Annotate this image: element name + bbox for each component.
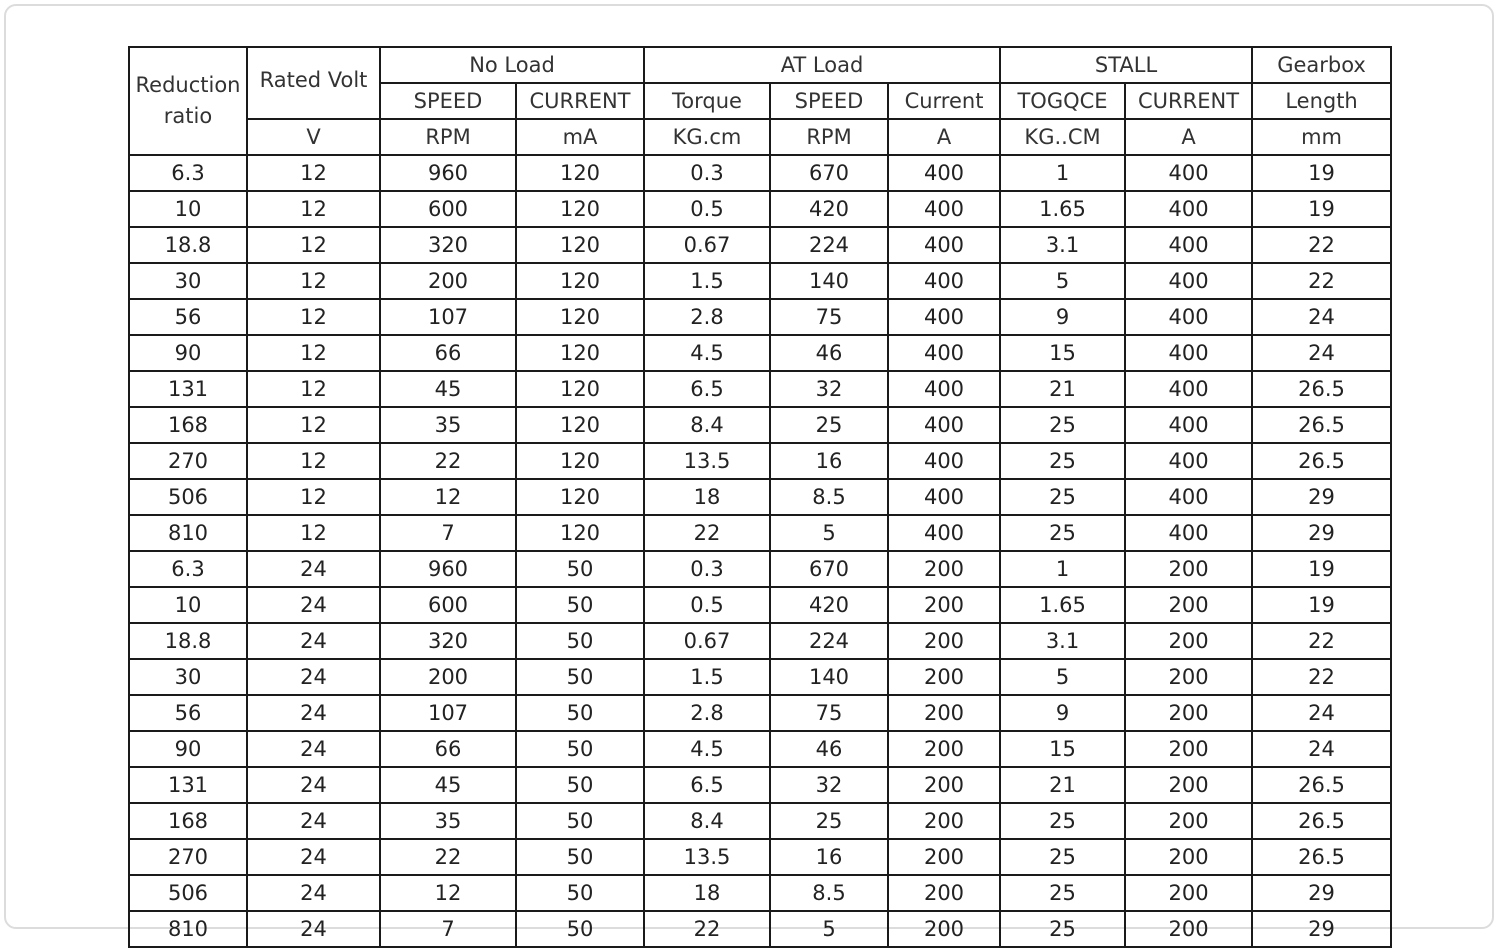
cell-reduction-ratio: 56: [129, 299, 247, 335]
cell-no-load-speed: 66: [380, 731, 516, 767]
cell-rated-volt: 12: [247, 299, 380, 335]
cell-at-load-torque: 18: [644, 875, 770, 911]
cell-stall-torque: 25: [1000, 875, 1125, 911]
cell-at-load-torque: 0.3: [644, 551, 770, 587]
cell-stall-current: 400: [1125, 371, 1252, 407]
cell-at-load-torque: 2.8: [644, 695, 770, 731]
cell-rated-volt: 12: [247, 227, 380, 263]
cell-at-load-speed: 75: [770, 695, 888, 731]
cell-stall-torque: 3.1: [1000, 623, 1125, 659]
cell-rated-volt: 12: [247, 479, 380, 515]
cell-at-load-current: 200: [888, 767, 1000, 803]
cell-at-load-current: 200: [888, 803, 1000, 839]
cell-rated-volt: 12: [247, 371, 380, 407]
cell-at-load-current: 400: [888, 155, 1000, 191]
header-no-load-speed: SPEED: [380, 83, 516, 119]
cell-at-load-torque: 4.5: [644, 731, 770, 767]
cell-at-load-torque: 8.4: [644, 803, 770, 839]
cell-no-load-current: 120: [516, 335, 644, 371]
cell-reduction-ratio: 168: [129, 803, 247, 839]
cell-reduction-ratio: 10: [129, 191, 247, 227]
cell-no-load-current: 120: [516, 263, 644, 299]
header-gearbox-length: Length: [1252, 83, 1391, 119]
cell-no-load-current: 50: [516, 731, 644, 767]
cell-rated-volt: 24: [247, 767, 380, 803]
cell-stall-current: 200: [1125, 767, 1252, 803]
cell-reduction-ratio: 131: [129, 371, 247, 407]
cell-at-load-current: 200: [888, 659, 1000, 695]
cell-no-load-speed: 107: [380, 695, 516, 731]
cell-rated-volt: 12: [247, 155, 380, 191]
cell-reduction-ratio: 810: [129, 515, 247, 551]
cell-at-load-torque: 1.5: [644, 659, 770, 695]
cell-gearbox-length: 22: [1252, 659, 1391, 695]
cell-reduction-ratio: 6.3: [129, 155, 247, 191]
cell-at-load-speed: 224: [770, 623, 888, 659]
table-row: [129, 335, 1391, 371]
cell-reduction-ratio: 270: [129, 839, 247, 875]
table-row: [129, 479, 1391, 515]
cell-stall-current: 200: [1125, 731, 1252, 767]
cell-at-load-current: 200: [888, 695, 1000, 731]
cell-no-load-current: 50: [516, 803, 644, 839]
table-row: [129, 839, 1391, 875]
cell-stall-torque: 5: [1000, 263, 1125, 299]
cell-stall-current: 200: [1125, 551, 1252, 587]
cell-gearbox-length: 24: [1252, 335, 1391, 371]
table-row: [129, 299, 1391, 335]
unit-stall-torque: KG..CM: [1000, 119, 1125, 155]
cell-stall-current: 400: [1125, 407, 1252, 443]
cell-stall-current: 400: [1125, 155, 1252, 191]
cell-at-load-current: 400: [888, 371, 1000, 407]
cell-stall-current: 200: [1125, 875, 1252, 911]
cell-no-load-speed: 22: [380, 839, 516, 875]
header-reduction-ratio: Reduction ratio: [129, 47, 247, 155]
cell-stall-current: 200: [1125, 839, 1252, 875]
table-row: [129, 587, 1391, 623]
table-row: [129, 263, 1391, 299]
cell-at-load-current: 400: [888, 191, 1000, 227]
cell-gearbox-length: 29: [1252, 479, 1391, 515]
cell-stall-torque: 21: [1000, 371, 1125, 407]
cell-at-load-speed: 8.5: [770, 479, 888, 515]
cell-at-load-current: 400: [888, 407, 1000, 443]
cell-gearbox-length: 26.5: [1252, 407, 1391, 443]
cell-gearbox-length: 26.5: [1252, 803, 1391, 839]
cell-gearbox-length: 19: [1252, 587, 1391, 623]
cell-no-load-current: 50: [516, 911, 644, 947]
cell-stall-current: 200: [1125, 695, 1252, 731]
cell-no-load-speed: 35: [380, 407, 516, 443]
cell-at-load-speed: 670: [770, 155, 888, 191]
unit-at-load-torque: KG.cm: [644, 119, 770, 155]
table-row: [129, 407, 1391, 443]
cell-no-load-speed: 12: [380, 479, 516, 515]
cell-at-load-speed: 16: [770, 839, 888, 875]
cell-stall-current: 200: [1125, 911, 1252, 947]
cell-rated-volt: 12: [247, 263, 380, 299]
cell-stall-torque: 9: [1000, 695, 1125, 731]
cell-stall-torque: 21: [1000, 767, 1125, 803]
table-header: [129, 47, 1391, 155]
cell-no-load-speed: 107: [380, 299, 516, 335]
cell-reduction-ratio: 506: [129, 479, 247, 515]
cell-no-load-current: 50: [516, 551, 644, 587]
cell-stall-torque: 25: [1000, 515, 1125, 551]
cell-reduction-ratio: 131: [129, 767, 247, 803]
cell-no-load-speed: 22: [380, 443, 516, 479]
cell-at-load-current: 200: [888, 911, 1000, 947]
cell-gearbox-length: 29: [1252, 875, 1391, 911]
cell-stall-current: 400: [1125, 299, 1252, 335]
cell-gearbox-length: 22: [1252, 263, 1391, 299]
cell-gearbox-length: 26.5: [1252, 767, 1391, 803]
unit-rated-volt: V: [247, 119, 380, 155]
cell-no-load-current: 120: [516, 155, 644, 191]
cell-stall-current: 400: [1125, 515, 1252, 551]
cell-at-load-speed: 5: [770, 911, 888, 947]
cell-no-load-current: 120: [516, 443, 644, 479]
cell-no-load-speed: 960: [380, 155, 516, 191]
cell-no-load-current: 50: [516, 659, 644, 695]
cell-at-load-speed: 32: [770, 767, 888, 803]
cell-at-load-speed: 5: [770, 515, 888, 551]
cell-stall-torque: 5: [1000, 659, 1125, 695]
cell-at-load-torque: 18: [644, 479, 770, 515]
cell-reduction-ratio: 90: [129, 335, 247, 371]
header-stall: STALL: [1000, 47, 1252, 83]
cell-at-load-current: 200: [888, 875, 1000, 911]
cell-reduction-ratio: 10: [129, 587, 247, 623]
table-row: [129, 803, 1391, 839]
cell-no-load-speed: 66: [380, 335, 516, 371]
cell-at-load-current: 400: [888, 335, 1000, 371]
cell-stall-current: 400: [1125, 191, 1252, 227]
document-frame: [4, 4, 1494, 941]
cell-stall-current: 200: [1125, 659, 1252, 695]
cell-at-load-current: 400: [888, 443, 1000, 479]
cell-gearbox-length: 19: [1252, 155, 1391, 191]
cell-no-load-speed: 45: [380, 767, 516, 803]
cell-stall-current: 400: [1125, 263, 1252, 299]
cell-at-load-current: 200: [888, 623, 1000, 659]
cell-rated-volt: 12: [247, 515, 380, 551]
header-at-load: AT Load: [644, 47, 1000, 83]
cell-gearbox-length: 29: [1252, 911, 1391, 947]
cell-at-load-torque: 4.5: [644, 335, 770, 371]
cell-at-load-current: 200: [888, 731, 1000, 767]
cell-at-load-current: 200: [888, 587, 1000, 623]
cell-rated-volt: 24: [247, 911, 380, 947]
cell-rated-volt: 12: [247, 407, 380, 443]
cell-stall-torque: 9: [1000, 299, 1125, 335]
cell-gearbox-length: 26.5: [1252, 371, 1391, 407]
cell-at-load-speed: 16: [770, 443, 888, 479]
cell-at-load-torque: 1.5: [644, 263, 770, 299]
cell-rated-volt: 24: [247, 659, 380, 695]
table-row: [129, 659, 1391, 695]
header-no-load-current: CURRENT: [516, 83, 644, 119]
cell-no-load-speed: 35: [380, 803, 516, 839]
cell-stall-current: 200: [1125, 623, 1252, 659]
cell-no-load-current: 50: [516, 623, 644, 659]
cell-reduction-ratio: 18.8: [129, 227, 247, 263]
cell-gearbox-length: 26.5: [1252, 839, 1391, 875]
cell-no-load-speed: 200: [380, 263, 516, 299]
header-rated-volt: Rated Volt: [247, 47, 380, 119]
cell-no-load-current: 50: [516, 839, 644, 875]
cell-at-load-torque: 2.8: [644, 299, 770, 335]
cell-rated-volt: 24: [247, 839, 380, 875]
cell-reduction-ratio: 810: [129, 911, 247, 947]
cell-rated-volt: 24: [247, 623, 380, 659]
cell-reduction-ratio: 30: [129, 263, 247, 299]
table-row: [129, 875, 1391, 911]
cell-at-load-current: 400: [888, 515, 1000, 551]
cell-rated-volt: 24: [247, 695, 380, 731]
cell-at-load-speed: 32: [770, 371, 888, 407]
cell-at-load-torque: 13.5: [644, 443, 770, 479]
cell-gearbox-length: 24: [1252, 299, 1391, 335]
cell-stall-torque: 1: [1000, 155, 1125, 191]
cell-rated-volt: 24: [247, 803, 380, 839]
unit-stall-current: A: [1125, 119, 1252, 155]
cell-gearbox-length: 19: [1252, 191, 1391, 227]
cell-reduction-ratio: 270: [129, 443, 247, 479]
cell-gearbox-length: 22: [1252, 227, 1391, 263]
cell-no-load-speed: 12: [380, 875, 516, 911]
table-row: [129, 191, 1391, 227]
cell-stall-torque: 25: [1000, 803, 1125, 839]
cell-rated-volt: 24: [247, 587, 380, 623]
cell-gearbox-length: 24: [1252, 731, 1391, 767]
cell-stall-torque: 1.65: [1000, 191, 1125, 227]
cell-no-load-speed: 600: [380, 191, 516, 227]
cell-gearbox-length: 22: [1252, 623, 1391, 659]
cell-at-load-speed: 46: [770, 335, 888, 371]
table-row: [129, 767, 1391, 803]
cell-stall-torque: 15: [1000, 731, 1125, 767]
cell-reduction-ratio: 90: [129, 731, 247, 767]
cell-at-load-torque: 22: [644, 515, 770, 551]
header-stall-torque: TOGQCE: [1000, 83, 1125, 119]
cell-no-load-speed: 45: [380, 371, 516, 407]
header-at-load-torque: Torque: [644, 83, 770, 119]
cell-stall-current: 400: [1125, 335, 1252, 371]
unit-no-load-current: mA: [516, 119, 644, 155]
cell-stall-torque: 3.1: [1000, 227, 1125, 263]
cell-stall-current: 400: [1125, 227, 1252, 263]
header-at-load-current: Current: [888, 83, 1000, 119]
cell-no-load-current: 120: [516, 479, 644, 515]
table-row: [129, 551, 1391, 587]
cell-at-load-current: 400: [888, 479, 1000, 515]
cell-stall-torque: 25: [1000, 407, 1125, 443]
header-stall-current: CURRENT: [1125, 83, 1252, 119]
cell-gearbox-length: 19: [1252, 551, 1391, 587]
unit-at-load-current: A: [888, 119, 1000, 155]
table-row: [129, 227, 1391, 263]
cell-reduction-ratio: 18.8: [129, 623, 247, 659]
cell-stall-torque: 25: [1000, 839, 1125, 875]
cell-no-load-current: 120: [516, 227, 644, 263]
table-row: [129, 695, 1391, 731]
cell-at-load-torque: 0.67: [644, 227, 770, 263]
cell-at-load-speed: 670: [770, 551, 888, 587]
cell-no-load-speed: 600: [380, 587, 516, 623]
cell-gearbox-length: 29: [1252, 515, 1391, 551]
cell-at-load-speed: 224: [770, 227, 888, 263]
unit-gearbox-length: mm: [1252, 119, 1391, 155]
cell-at-load-speed: 420: [770, 587, 888, 623]
cell-at-load-speed: 25: [770, 803, 888, 839]
cell-no-load-speed: 320: [380, 623, 516, 659]
cell-reduction-ratio: 506: [129, 875, 247, 911]
cell-no-load-speed: 7: [380, 515, 516, 551]
cell-at-load-speed: 420: [770, 191, 888, 227]
cell-at-load-torque: 0.5: [644, 587, 770, 623]
cell-at-load-speed: 25: [770, 407, 888, 443]
table-row: [129, 155, 1391, 191]
cell-gearbox-length: 26.5: [1252, 443, 1391, 479]
header-gearbox: Gearbox: [1252, 47, 1391, 83]
cell-at-load-speed: 46: [770, 731, 888, 767]
table-body: [129, 155, 1391, 947]
table-row: [129, 623, 1391, 659]
motor-spec-table: [128, 46, 1392, 948]
cell-no-load-current: 120: [516, 191, 644, 227]
table-row: [129, 731, 1391, 767]
cell-reduction-ratio: 6.3: [129, 551, 247, 587]
cell-at-load-torque: 6.5: [644, 371, 770, 407]
header-no-load: No Load: [380, 47, 644, 83]
cell-stall-torque: 15: [1000, 335, 1125, 371]
cell-rated-volt: 24: [247, 875, 380, 911]
cell-rated-volt: 12: [247, 443, 380, 479]
table-row: [129, 911, 1391, 947]
cell-at-load-torque: 0.3: [644, 155, 770, 191]
cell-reduction-ratio: 168: [129, 407, 247, 443]
cell-stall-torque: 1: [1000, 551, 1125, 587]
cell-gearbox-length: 24: [1252, 695, 1391, 731]
cell-at-load-speed: 140: [770, 263, 888, 299]
cell-no-load-speed: 200: [380, 659, 516, 695]
cell-at-load-torque: 8.4: [644, 407, 770, 443]
cell-no-load-current: 50: [516, 587, 644, 623]
table-row: [129, 371, 1391, 407]
cell-stall-torque: 25: [1000, 479, 1125, 515]
cell-at-load-speed: 8.5: [770, 875, 888, 911]
cell-no-load-current: 120: [516, 407, 644, 443]
cell-no-load-current: 120: [516, 299, 644, 335]
cell-stall-torque: 1.65: [1000, 587, 1125, 623]
cell-no-load-current: 120: [516, 515, 644, 551]
cell-at-load-current: 400: [888, 227, 1000, 263]
cell-at-load-current: 400: [888, 299, 1000, 335]
header-at-load-speed: SPEED: [770, 83, 888, 119]
cell-rated-volt: 24: [247, 731, 380, 767]
cell-stall-current: 400: [1125, 443, 1252, 479]
cell-no-load-speed: 320: [380, 227, 516, 263]
cell-at-load-torque: 22: [644, 911, 770, 947]
table-row: [129, 515, 1391, 551]
cell-rated-volt: 12: [247, 191, 380, 227]
cell-stall-torque: 25: [1000, 443, 1125, 479]
cell-no-load-current: 50: [516, 875, 644, 911]
cell-at-load-torque: 0.5: [644, 191, 770, 227]
header-row-groups: [129, 47, 1391, 83]
cell-reduction-ratio: 30: [129, 659, 247, 695]
cell-rated-volt: 24: [247, 551, 380, 587]
cell-at-load-speed: 140: [770, 659, 888, 695]
cell-stall-current: 200: [1125, 803, 1252, 839]
cell-reduction-ratio: 56: [129, 695, 247, 731]
cell-no-load-speed: 7: [380, 911, 516, 947]
cell-no-load-current: 50: [516, 767, 644, 803]
cell-at-load-torque: 0.67: [644, 623, 770, 659]
cell-at-load-torque: 13.5: [644, 839, 770, 875]
cell-no-load-current: 120: [516, 371, 644, 407]
cell-stall-current: 400: [1125, 479, 1252, 515]
cell-stall-current: 200: [1125, 587, 1252, 623]
cell-at-load-current: 400: [888, 263, 1000, 299]
cell-at-load-current: 200: [888, 839, 1000, 875]
table-row: [129, 443, 1391, 479]
cell-no-load-current: 50: [516, 695, 644, 731]
cell-at-load-torque: 6.5: [644, 767, 770, 803]
cell-no-load-speed: 960: [380, 551, 516, 587]
cell-at-load-current: 200: [888, 551, 1000, 587]
unit-at-load-speed: RPM: [770, 119, 888, 155]
unit-no-load-speed: RPM: [380, 119, 516, 155]
header-row-units: [129, 119, 1391, 155]
cell-at-load-speed: 75: [770, 299, 888, 335]
cell-stall-torque: 25: [1000, 911, 1125, 947]
cell-rated-volt: 12: [247, 335, 380, 371]
